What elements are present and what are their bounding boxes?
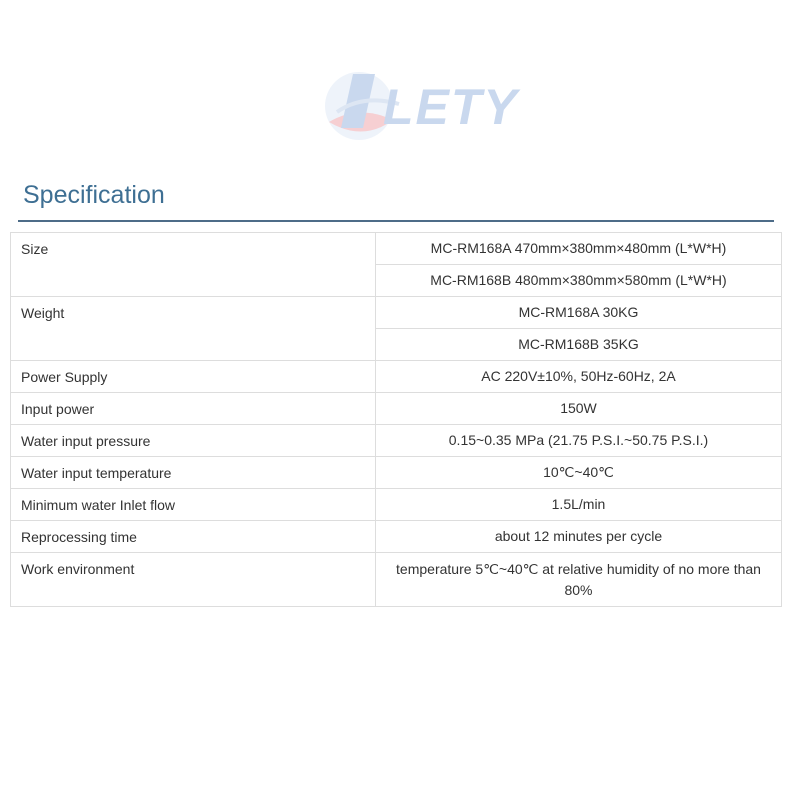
table-row bbox=[11, 361, 782, 393]
spec-label: Reprocessing time bbox=[11, 521, 376, 553]
spec-label: Power Supply bbox=[11, 361, 376, 393]
title-divider bbox=[18, 220, 774, 222]
spec-label: Weight bbox=[11, 297, 376, 361]
spec-value: MC-RM168A 30KG bbox=[376, 297, 782, 329]
spec-value: MC-RM168B 35KG bbox=[376, 329, 782, 361]
table-row bbox=[11, 553, 782, 607]
spec-value: about 12 minutes per cycle bbox=[376, 521, 782, 553]
spec-label: Minimum water Inlet flow bbox=[11, 489, 376, 521]
spec-value: 150W bbox=[376, 393, 782, 425]
spec-label: Work environment bbox=[11, 553, 376, 607]
table-row bbox=[11, 425, 782, 457]
spec-value: 10℃~40℃ bbox=[376, 457, 782, 489]
spec-value: AC 220V±10%, 50Hz-60Hz, 2A bbox=[376, 361, 782, 393]
spec-label: Input power bbox=[11, 393, 376, 425]
table-row bbox=[11, 297, 782, 329]
spec-label: Water input temperature bbox=[11, 457, 376, 489]
spec-value: 1.5L/min bbox=[376, 489, 782, 521]
table-row bbox=[11, 521, 782, 553]
spec-label: Size bbox=[11, 233, 376, 297]
spec-value: MC-RM168B 480mm×380mm×580mm (L*W*H) bbox=[376, 265, 782, 297]
spec-value: MC-RM168A 470mm×380mm×480mm (L*W*H) bbox=[376, 233, 782, 265]
brand-logo bbox=[323, 64, 563, 154]
table-row bbox=[11, 489, 782, 521]
spec-value: temperature 5℃~40℃ at relative humidity of no more than 80% bbox=[376, 553, 782, 607]
table-row bbox=[11, 393, 782, 425]
spec-table bbox=[10, 232, 782, 607]
table-row bbox=[11, 233, 782, 265]
logo-text: LETY bbox=[383, 79, 519, 135]
table-row bbox=[11, 457, 782, 489]
spec-value: 0.15~0.35 MPa (21.75 P.S.I.~50.75 P.S.I.) bbox=[376, 425, 782, 457]
page-title: Specification bbox=[23, 181, 165, 209]
spec-label: Water input pressure bbox=[11, 425, 376, 457]
